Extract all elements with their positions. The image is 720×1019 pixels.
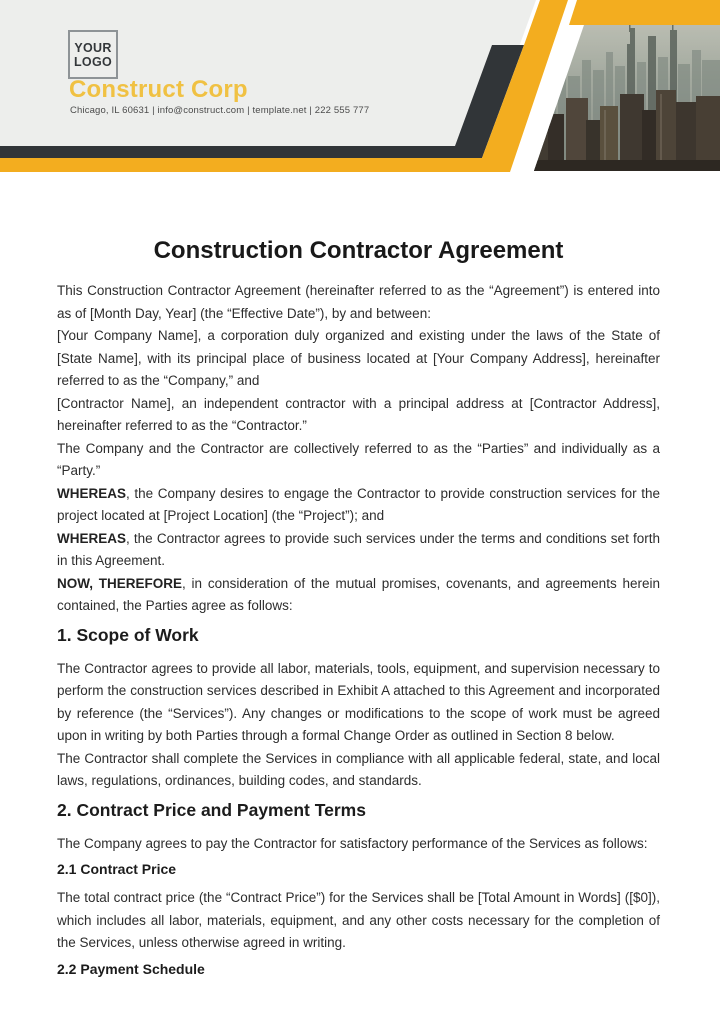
logo-text-line2: LOGO <box>73 54 112 69</box>
document-title: Construction Contractor Agreement <box>153 237 564 264</box>
logo-placeholder <box>68 30 118 79</box>
paragraph: [Your Company Name], a corporation duly organized and existing under the laws of the State of [State Name], with its principal place of business located at [Your Company Address], hereinafter referred to as the “Company,” and <box>57 328 660 388</box>
section-heading: 2.1 Contract Price <box>57 861 177 877</box>
paragraph: This Construction Contractor Agreement (hereinafter referred to as the “Agreement”) is entered into as of [Month Day, Year] (the “Effective Date”), by and between: <box>57 283 660 321</box>
bold-lead: NOW, THEREFORE <box>57 575 183 591</box>
paragraph: The Company and the Contractor are collectively referred to as the “Parties” and individually as a “Party.” <box>57 440 660 478</box>
document-content <box>0 236 720 979</box>
paragraph: The Contractor agrees to provide all labor, materials, tools, equipment, and supervision necessary to perform the construction services described in Exhibit A attached to this Agreement and incorporated by reference (the “Services”). Any changes or modifications to the scope of work must be agreed upon in writing by both Parties through a formal Change Order as outlined in Section 8 below. <box>57 660 660 743</box>
contact-line: Chicago, IL 60631 | info@construct.com | template.net | 222 555 777 <box>70 105 370 116</box>
bold-lead: WHEREAS <box>57 485 127 501</box>
paragraph: The Contractor shall complete the Services in compliance with all applicable federal, state, and local laws, regulations, ordinances, building codes, and standards. <box>57 750 660 788</box>
paragraph: [Contractor Name], an independent contractor with a principal address at [Contractor Address], hereinafter referred to as the “Contractor.” <box>57 395 660 433</box>
section-heading: 1. Scope of Work <box>57 624 199 645</box>
company-name: Construct Corp <box>69 76 248 103</box>
section-heading: 2. Contract Price and Payment Terms <box>57 799 366 820</box>
logo-text-line1: YOUR <box>74 40 112 55</box>
letterhead <box>0 0 720 172</box>
paragraph: WHEREAS, the Company desires to engage the Contractor to provide construction services for the project located at [Project Location] (the “Project”); and <box>57 485 660 523</box>
document-body <box>57 280 660 979</box>
paragraph: WHEREAS, the Contractor agrees to provide such services under the terms and conditions set forth in this Agreement. <box>57 530 660 568</box>
paragraph: NOW, THEREFORE, in consideration of the mutual promises, covenants, and agreements herein contained, the Parties agree as follows: <box>57 575 660 613</box>
section-heading: 2.2 Payment Schedule <box>57 960 205 977</box>
paragraph: The total contract price (the “Contract Price”) for the Services shall be [Total Amount in Words] ([$0]), which includes all labor, materials, equipment, and any other costs necessary for the completion of the Services, unless otherwise agreed in writing. <box>57 890 660 950</box>
bold-lead: WHEREAS <box>57 530 127 546</box>
paragraph: The Company agrees to pay the Contractor for satisfactory performance of the Services as follows: <box>57 835 648 851</box>
